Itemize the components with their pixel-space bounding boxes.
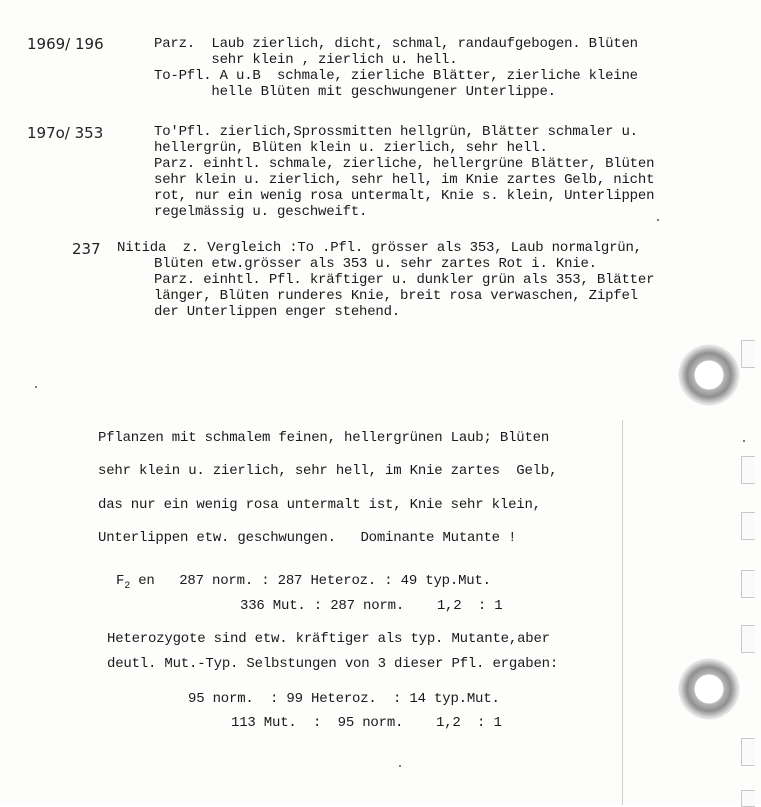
summary-line: Pflanzen mit schmalem feinen, hellergrünen Laub; Blüten bbox=[98, 430, 550, 446]
speck bbox=[35, 386, 37, 388]
summary-line: sehr klein u. zierlich, sehr hell, im Knie zartes Gelb, bbox=[98, 463, 558, 479]
entry-line: hellergrün, Blüten klein u. zierlich, sehr hell. bbox=[154, 140, 548, 156]
heterozygote-line: deutl. Mut.-Typ. Selbstungen von 3 dieser Pfl. ergaben: bbox=[107, 656, 559, 672]
entry-line: der Unterlippen enger stehend. bbox=[154, 304, 401, 320]
margin-line bbox=[622, 420, 623, 805]
speck bbox=[657, 219, 659, 221]
summary-line: Unterlippen etw. geschwungen. Dominante Mutante ! bbox=[98, 530, 517, 546]
entry-line: Parz. Laub zierlich, dicht, schmal, randaufgebogen. Blüten bbox=[154, 36, 638, 52]
entry-line: sehr klein u. zierlich, sehr hell, im Knie zartes Gelb, nicht bbox=[154, 172, 655, 188]
edge-tab bbox=[741, 625, 755, 653]
entry-id: 237 bbox=[72, 240, 101, 258]
entry-line: sehr klein , zierlich u. hell. bbox=[154, 52, 458, 68]
speck bbox=[399, 765, 401, 767]
f2-counts: en 287 norm. : 287 Heteroz. : 49 typ.Mut. bbox=[130, 573, 491, 589]
entry-line: Parz. einhtl. Pfl. kräftiger u. dunkler grün als 353, Blätter bbox=[154, 272, 655, 288]
edge-tab bbox=[741, 456, 755, 484]
edge-tab bbox=[741, 738, 755, 766]
entry-line: rot, nur ein wenig rosa untermalt, Knie s. klein, Unterlippen bbox=[154, 188, 655, 204]
entry-line: Blüten etw.grösser als 353 u. sehr zartes Rot i. Knie. bbox=[154, 256, 597, 272]
edge-tab bbox=[741, 512, 755, 540]
binder-hole-icon bbox=[680, 660, 738, 718]
entry-line: länger, Blüten runderes Knie, breit rosa verwaschen, Zipfel bbox=[154, 288, 638, 304]
f2-subscript: 2 bbox=[124, 581, 131, 592]
edge-tab bbox=[741, 340, 755, 368]
speck bbox=[743, 440, 745, 442]
binder-hole-icon bbox=[680, 346, 738, 404]
entry-line: Nitida z. Vergleich :To .Pfl. grösser als 353, Laub normalgrün, bbox=[117, 240, 642, 256]
heterozygote-line: Heterozygote sind etw. kräftiger als typ. Mutante,aber bbox=[107, 631, 550, 647]
entry-line: To'Pfl. zierlich,Sprossmitten hellgrün, Blätter schmaler u. bbox=[154, 124, 638, 140]
edge-tab bbox=[741, 570, 755, 598]
entry-line: helle Blüten mit geschwungener Unterlippe. bbox=[154, 84, 556, 100]
selfing-counts-line: 95 norm. : 99 Heteroz. : 14 typ.Mut. bbox=[188, 691, 500, 707]
summary-line: das nur ein wenig rosa untermalt ist, Knie sehr klein, bbox=[98, 497, 541, 513]
edge-tab bbox=[741, 790, 755, 807]
entry-line: To-Pfl. A u.B schmale, zierliche Blätter, zierliche kleine bbox=[154, 68, 638, 84]
entry-id: 1969/ 196 bbox=[27, 35, 104, 53]
entry-id: 197o/ 353 bbox=[27, 124, 104, 142]
f2-line bbox=[116, 572, 491, 592]
entry-line: Parz. einhtl. schmale, zierliche, hellergrüne Blätter, Blüten bbox=[154, 156, 655, 172]
f2-label: F bbox=[116, 573, 125, 589]
f2-ratio-line: 336 Mut. : 287 norm. 1,2 : 1 bbox=[240, 598, 503, 614]
selfing-ratio-line: 113 Mut. : 95 norm. 1,2 : 1 bbox=[231, 715, 502, 731]
entry-line: regelmässig u. geschweift. bbox=[154, 204, 368, 220]
